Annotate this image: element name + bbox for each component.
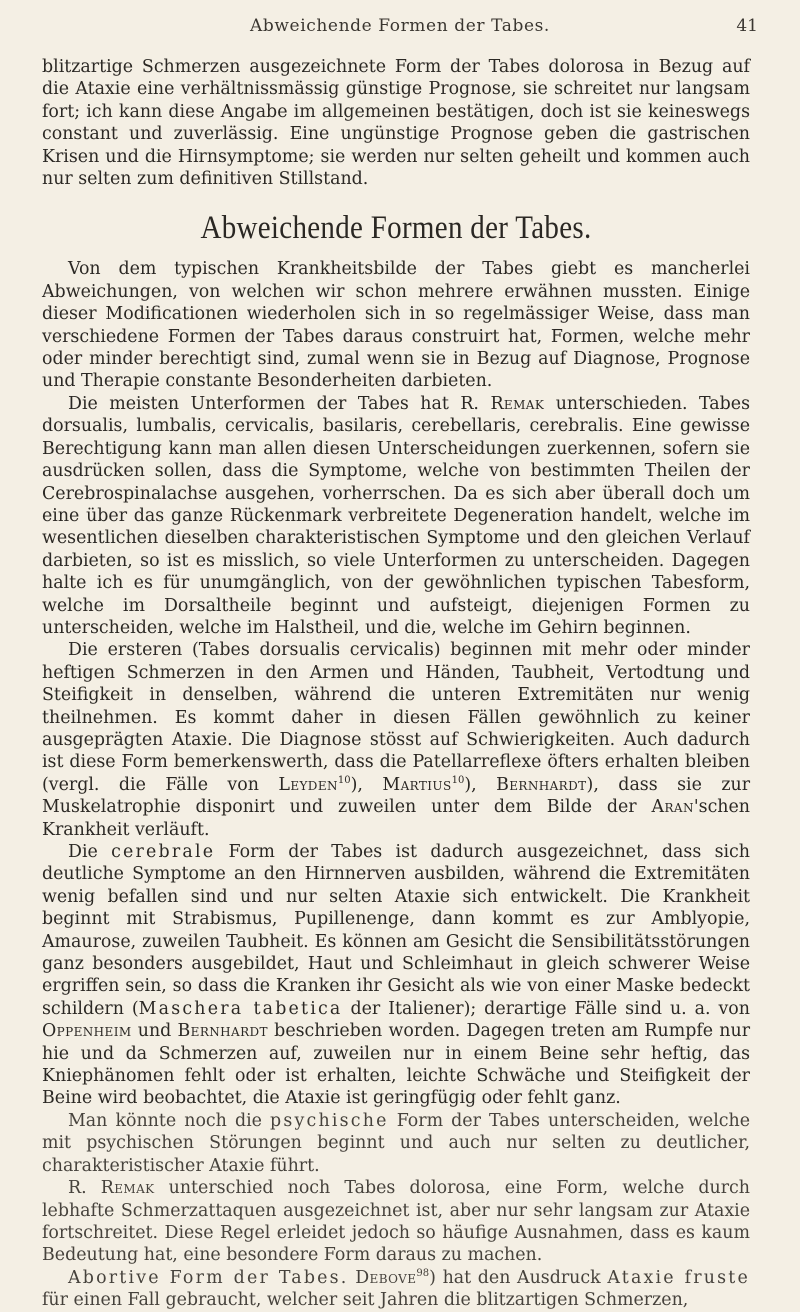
author-bernhardt: Bernhardt	[496, 774, 587, 795]
paragraph-5: Die cerebrale Form der Tabes ist dadurch ausgezeichnet, dass sich deutliche Symptome an den Hirnnerven ausbilden, während die Extremitäten wenig befallen sind und nur selten Ataxie sich entwickelt. Die Krankheit beginnt mit Strabismus, Pupillenenge, dann kommt es zur Amblyopie, Amaurose, zuweilen Taubheit. Es können am Gesicht die Sensibilitätsstörungen ganz besonders ausgebildet, Haut und Schleimhaut in gleich schwerer Weise ergriffen sein, so dass die Kranken ihr Gesicht als wie von einer Maske bedeckt schildern (Maschera tabetica der Italiener); derartige Fälle sind u. a. von Oppenheim und Bernhardt beschrieben worden. Dagegen treten am Rumpfe nur hie und da Schmerzen auf, zuweilen nur in einem Beine sehr heftig, das Kniephänomen fehlt oder ist erhalten, leichte Schwäche und Steifigkeit der Beine wird beobachtet, die Ataxie ist geringfügig oder fehlt ganz.	[42, 842, 751, 1109]
paragraph-3: Die meisten Unterformen der Tabes hat R. Remak unterschieden. Tabes dorsualis, lumbalis, cervicalis, basilaris, cerebellaris, cerebralis. Eine gewisse Berechtigung kann man allen diesen Unterscheidungen zuerkennen, sofern sie ausdrücken sollen, dass die Symptome, welche von bestimmten Theilen der Cerebrospinalachse ausgehen, vorherrschen. Da es sich aber überall doch um eine über das ganze Rückenmark verbreitete Degeneration handelt, welche im wesentlichen dieselben charakteristischen Symptome und den gleichen Verlauf darbieten, so ist es misslich, so viele Unterformen zu unterscheiden. Dagegen halte ich es für unumgänglich, von der gewöhnlichen typischen Tabesform, welche im Dorsaltheile beginnt und aufsteigt, diejenigen Formen zu unterscheiden, welche im Halstheil, und die, welche im Gehirn beginnen.	[42, 393, 751, 638]
author-leyden: Leyden	[278, 774, 338, 795]
running-title: Abweichende Formen der Tabes.	[250, 16, 550, 36]
emphasis-maschera: Maschera tabetica	[138, 998, 343, 1019]
author-remak: Remak	[100, 1178, 155, 1199]
footnote-ref: 98	[416, 1267, 430, 1279]
paragraph-2: Von dem typischen Krankheitsbilde der Tabes giebt es mancherlei Abweichungen, von welchen wir schon mehrere erwähnen mussten. Einige dieser Modificationen wiederholen sich in so regelmässiger Weise, dass man verschiedene Formen der Tabes daraus construirt hat, Formen, welche mehr oder minder berechtigt sind, zumal wenn sie in Bezug auf Diagnose, Prognose und Therapie constante Besonderheiten darbieten.	[42, 259, 750, 392]
paragraph-1: blitzartige Schmerzen ausgezeichnete Form der Tabes dolorosa in Bezug auf die Ataxie eine verhältnissmässig günstige Prognose, sie schreitet nur langsam fort; ich kann diese Angabe im allgemeinen bestätigen, doch ist sie keineswegs constant und zuverlässig. Eine ungünstige Prognose geben die gastrischen Krisen und die Hirnsymptome; sie werden nur selten geheilt und kommen auch nur selten zum definitiven Stillstand.	[42, 57, 750, 190]
emphasis-abortive-form: Abortive Form der Tabes.	[68, 1267, 349, 1288]
author-remak: Remak	[490, 393, 545, 414]
footnote-ref: 10	[451, 774, 465, 786]
paragraph-6: Man könnte noch die psychische Form der Tabes unterscheiden, welche mit psychischen Störungen beginnt und auch nur selten zu deutlicher, charakteristischer Ataxie führt.	[42, 1110, 750, 1176]
page-number: 41	[736, 16, 758, 36]
author-debove: Debove	[355, 1267, 417, 1288]
paragraph-4: Die ersteren (Tabes dorsualis cervicalis) beginnen mit mehr oder minder heftigen Schmerzen in den Armen und Händen, Taubheit, Vertodtung und Steifigkeit in denselben, während die unteren Extremitäten nur wenig theilnehmen. Es kommt daher in diesen Fällen gewöhnlich zu keiner ausgeprägten Ataxie. Die Diagnose stösst auf Schwierigkeiten. Auch dadurch ist diese Form bemerkenswerth, dass die Patellarreflexe öfters erhalten bleiben (vergl. die Fälle von Leyden$^{10}$), Martius$^{10}$), Bernhardt), dass sie zur Muskelatrophie disponirt und zuweilen unter dem Bilde der Aran'schen Krankheit verläuft.	[42, 640, 751, 840]
author-aran: Aran	[651, 797, 694, 818]
emphasis-ataxie-fruste: Ataxie fruste	[607, 1267, 750, 1288]
emphasis-cerebrale: cerebrale	[111, 842, 216, 862]
running-head	[0, 16, 800, 40]
section-heading: Abweichende Formen der Tabes.	[200, 210, 592, 247]
emphasis-psychische: psychische	[270, 1110, 389, 1131]
author-bernhardt: Bernhardt	[177, 1021, 268, 1042]
paragraph-8: Abortive Form der Tabes. Debove$^{98}$) hat den Ausdruck Ataxie fruste für einen Fall gebraucht, welcher seit Jahren die blitzartigen Schmerzen,	[42, 1267, 750, 1311]
paragraph-7: R. Remak unterschied noch Tabes dolorosa, eine Form, welche durch lebhafte Schmerzattaquen ausgezeichnet ist, aber nur sehr langsam zur Ataxie fortschreitet. Diese Regel erleidet jedoch so häufige Ausnahmen, dass es kaum Bedeutung hat, eine besondere Form daraus zu machen.	[42, 1178, 750, 1266]
author-martius: Martius	[382, 774, 452, 795]
footnote-ref: 10	[337, 774, 351, 786]
body-text	[42, 56, 750, 1312]
author-oppenheim: Oppenheim	[42, 1021, 132, 1042]
